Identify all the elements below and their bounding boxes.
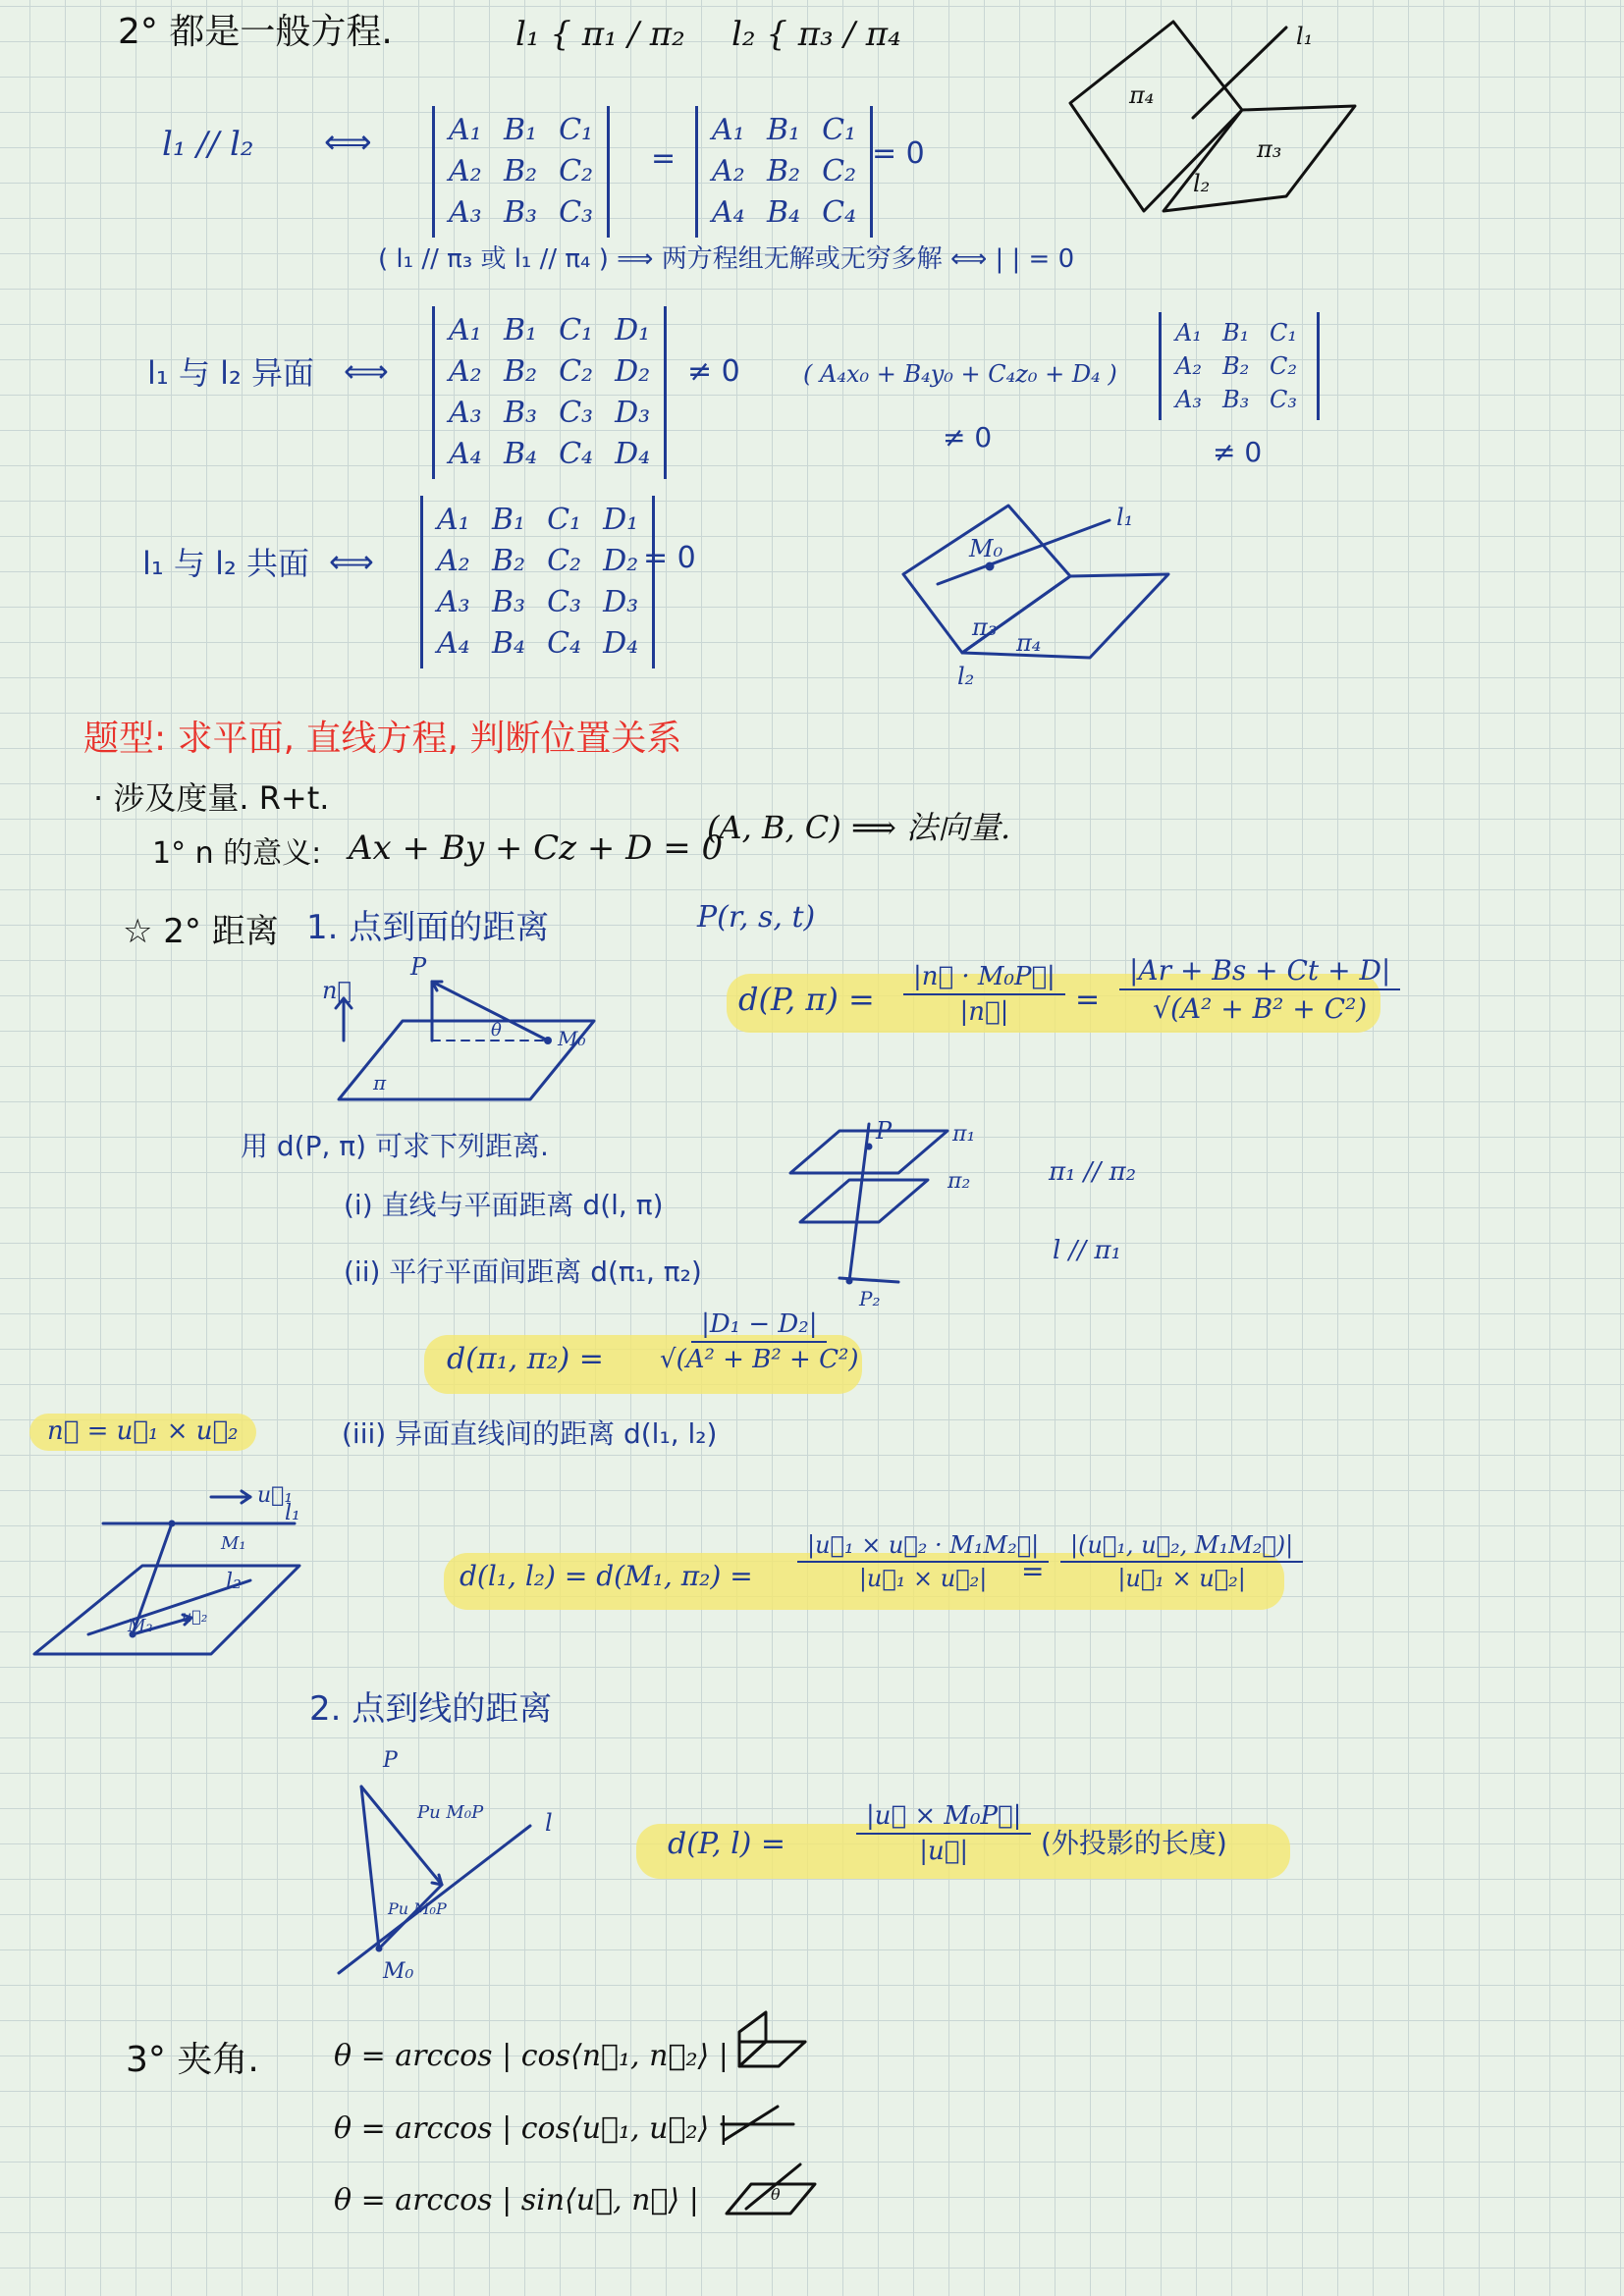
formula-1-lhs: d(P, π) =	[738, 981, 875, 1018]
use-distance-note: 用 d(P, π) 可求下列距离.	[241, 1130, 549, 1162]
line-plane-angle-icon	[722, 2155, 839, 2223]
coplanar-pi4-label: π₄	[1016, 629, 1042, 657]
parallel-pi2-label: π₂	[947, 1169, 971, 1194]
coplanar-figure	[889, 496, 1183, 692]
formula-3-eq: =	[1021, 1555, 1045, 1587]
side-note-2: l // π₁	[1053, 1236, 1121, 1265]
skew-m1-label: M₁	[221, 1533, 246, 1554]
coplanar-l1-label: l₁	[1116, 504, 1134, 531]
skew-iff: ⟺	[344, 352, 389, 390]
coplanar-pi3-label: π₃	[972, 614, 998, 641]
parallel-label: l₁ // l₂	[162, 125, 254, 164]
pi3-label: π₃	[1257, 135, 1282, 163]
parallel-iff: ⟺	[324, 123, 372, 162]
coplanar-m0-label: M₀	[969, 535, 1003, 562]
skew-label: l₁ 与 l₂ 异面	[147, 354, 314, 392]
angle-plane-plane: θ = arccos | cos⟨n⃗₁, n⃗₂⟩ |	[334, 2039, 729, 2073]
point-coordinates: P(r, s, t)	[697, 900, 816, 934]
theta-label: θ	[491, 1020, 502, 1041]
skew-l2-label: l₂	[226, 1570, 242, 1594]
normal-cross-product: n⃗ = u⃗₁ × u⃗₂	[29, 1414, 256, 1451]
coplanar-label: l₁ 与 l₂ 共面	[142, 545, 309, 582]
skew-u1-label: u⃗₁	[257, 1483, 294, 1508]
parallel-rhs: = 0	[872, 136, 925, 171]
coplanar-iff: ⟺	[329, 543, 374, 580]
point-to-line-figure	[324, 1747, 579, 1983]
coplanar-l2-label: l₂	[957, 663, 975, 690]
l1-definition: l₁ { π₁ / π₂	[515, 15, 685, 54]
skew-det: A₁ B₁ C₁ D₁ A₂ B₂ C₂ D₂ A₃ B₃ C₃ D₃ A₄ B₄ C₄ D₄	[432, 306, 667, 479]
formula-1-fraction: $\frac{\text{|n⃗ · M₀P⃗|}}{|n⃗|}$	[903, 962, 1065, 1027]
skew-side-det-neq: ≠ 0	[1213, 436, 1263, 468]
skew-side-det: A₁ B₁ C₁ A₂ B₂ C₂ A₃ B₃ C₃	[1159, 312, 1320, 420]
coplanar-det: A₁ B₁ C₁ D₁ A₂ B₂ C₂ D₂ A₃ B₃ C₃ D₃ A₄ B₄ C₄ D₄	[420, 496, 655, 668]
normal-vector-note: (A, B, C) ⟹ 法向量.	[707, 809, 1011, 846]
projection-label-2: Pu M₀P	[388, 1899, 447, 1918]
parallel-note: ( l₁ // π₃ 或 l₁ // π₄ ) ⟹ 两方程组无解或无穷多解 ⟺ | | = 0	[378, 244, 1075, 274]
plane-equation: Ax + By + Cz + D = 0	[349, 828, 724, 868]
formula-4-lhs: d(P, l) =	[668, 1827, 786, 1861]
side-note-1: π₁ // π₂	[1049, 1157, 1137, 1187]
parallel-eq: =	[651, 141, 677, 176]
formula-4-note: (外投影的长度)	[1041, 1827, 1227, 1859]
coplanar-rhs: = 0	[643, 541, 696, 575]
skew-u2-label: u⃗₂	[182, 1607, 208, 1626]
formula-2-fraction: $\frac{\text{|D₁ − D₂|}}{\text{√(A² + B² + C²)}}$	[660, 1309, 859, 1374]
normal-meaning-label: 1° n 的意义:	[152, 836, 322, 871]
line-p-label: P	[383, 1748, 398, 1773]
line-m0-label: M₀	[383, 1959, 414, 1984]
header-title: 2° 都是一般方程.	[118, 12, 393, 52]
section-title: 题型: 求平面, 直线方程, 判断位置关系	[83, 719, 682, 759]
intersecting-planes-figure	[1060, 10, 1375, 226]
distance-label: ☆ 2° 距离	[123, 912, 279, 951]
section-bullet: · 涉及度量. R+t.	[93, 779, 330, 817]
line-plane-theta: θ	[771, 2185, 781, 2204]
item-ii: (ii) 平行平面间距离 d(π₁, π₂)	[344, 1255, 702, 1288]
formula-4-fraction: $\frac{\text{|u⃗ × M₀P⃗|}}{|u⃗|}$	[856, 1801, 1031, 1866]
skew-neq: ≠ 0	[687, 354, 740, 389]
skew-m2-label: M₂	[128, 1616, 153, 1636]
item-iii: (iii) 异面直线间的距离 d(l₁, l₂)	[342, 1417, 718, 1450]
point-to-plane-title: 1. 点到面的距离	[306, 908, 550, 947]
formula-3-fraction: $\frac{\text{|u⃗₁ × u⃗₂ · M₁M₂⃗|}}{\text{|u⃗₁ × u⃗₂|}}$	[797, 1531, 1049, 1592]
parallel-det-1: A₁ B₁ C₁ A₂ B₂ C₂ A₃ B₃ C₃	[432, 106, 610, 238]
parallel-det-2: A₁ B₁ C₁ A₂ B₂ C₂ A₄ B₄ C₄	[695, 106, 873, 238]
formula-3-lhs: d(l₁, l₂) = d(M₁, π₂) =	[460, 1560, 753, 1592]
skew-lines-figure	[29, 1463, 324, 1659]
projection-label-1: Pu M₀P	[417, 1802, 484, 1823]
parallel-planes-figure	[785, 1117, 1041, 1310]
m0-label: M₀	[558, 1027, 586, 1050]
line-angle-icon	[717, 2101, 815, 2150]
pi4-label: π₄	[1129, 81, 1155, 109]
l2-definition: l₂ { π₃ / π₄	[731, 15, 901, 54]
parallel-p-label: P	[876, 1117, 893, 1145]
formula-1-eq: =	[1075, 983, 1101, 1017]
parallel-p2-label: P₂	[859, 1287, 881, 1310]
angle-label: 3° 夹角.	[126, 2040, 259, 2080]
skew-side-neq: ≠ 0	[943, 421, 993, 454]
normal-vector-label: n⃗	[322, 977, 352, 1004]
plane-pi-label: π	[373, 1071, 387, 1095]
formula-2-lhs: d(π₁, π₂) =	[447, 1342, 604, 1376]
point-to-line-title: 2. 点到线的距离	[309, 1689, 553, 1729]
angle-line-plane: θ = arccos | sin⟨u⃗, n⃗⟩ |	[334, 2183, 699, 2217]
parallel-pi1-label: π₁	[952, 1122, 976, 1147]
dihedral-angle-icon	[712, 2007, 830, 2076]
formula-1-fraction-2: $\frac{|Ar + Bs + Ct + D|}{\text{√(A² + B² + C²)}}$	[1119, 954, 1400, 1025]
line-l-label: l	[545, 1809, 553, 1837]
point-p-label: P	[410, 953, 427, 981]
skew-l1-label: l₁	[285, 1501, 300, 1525]
skew-side-expression: ( A₄x₀ + B₄y₀ + C₄z₀ + D₄ )	[803, 360, 1117, 388]
angle-line-line: θ = arccos | cos⟨u⃗₁, u⃗₂⟩ |	[334, 2111, 729, 2146]
l2-label: l₂	[1193, 170, 1211, 197]
item-i: (i) 直线与平面距离 d(l, π)	[344, 1189, 664, 1221]
point-to-plane-figure	[295, 953, 609, 1104]
l1-label: l₁	[1296, 23, 1314, 50]
formula-3-fraction-2: $\frac{\text{|(u⃗₁, u⃗₂, M₁M₂⃗)|}}{\text{|u⃗₁ × u⃗₂|}}$	[1060, 1531, 1303, 1592]
